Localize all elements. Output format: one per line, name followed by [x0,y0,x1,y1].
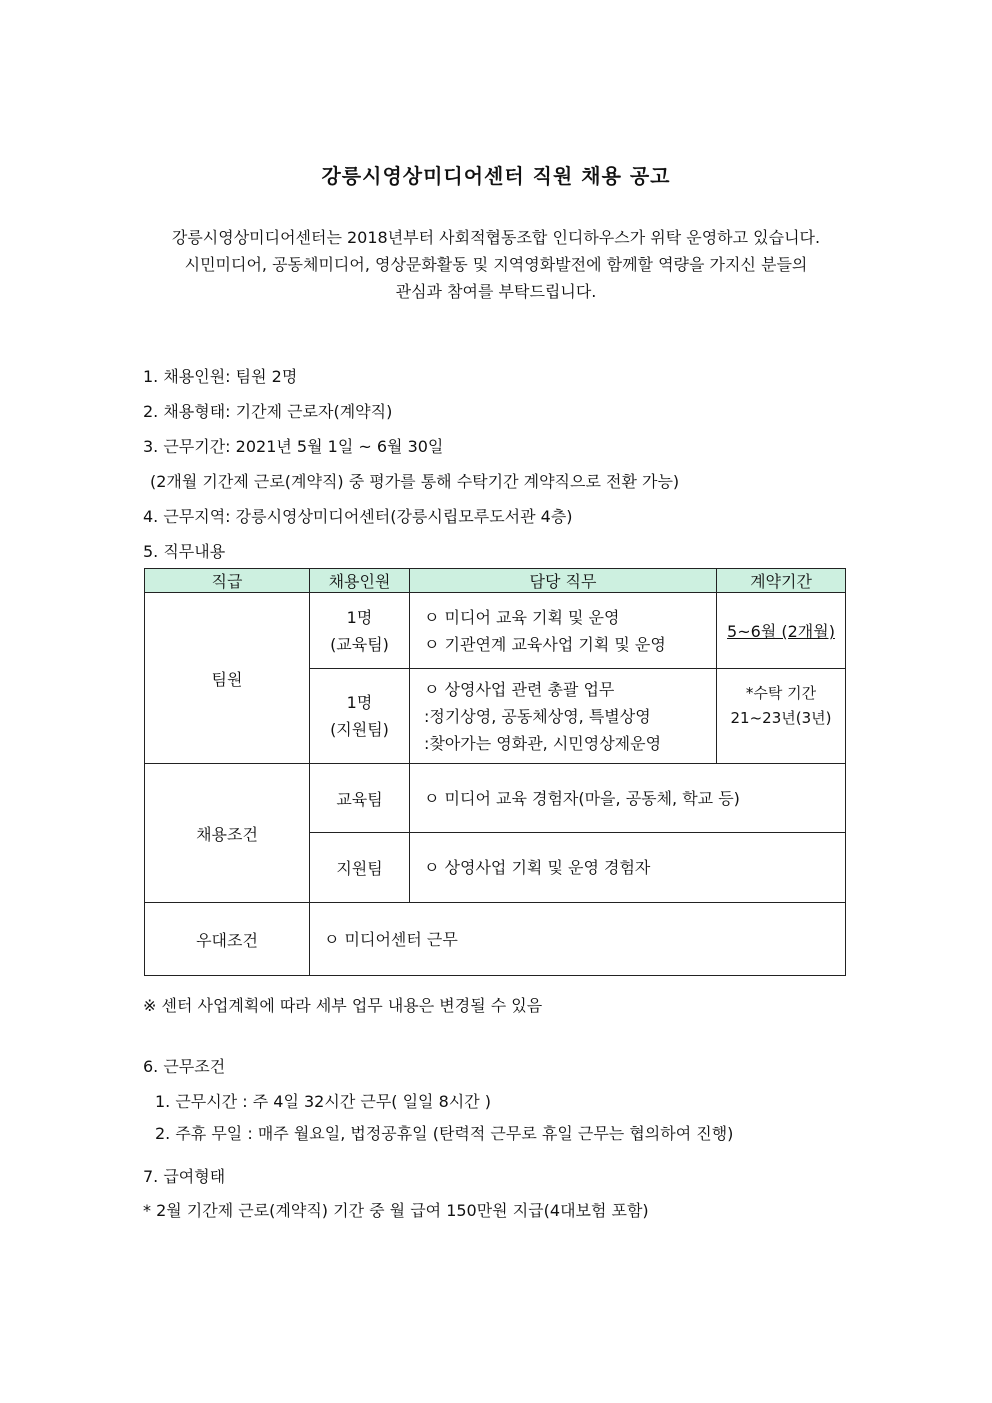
support-headcount-cell [310,669,410,764]
consign-years: 21~23년(3년) [730,709,832,727]
header-headcount: 채용인원 [310,569,410,593]
work-holidays: 2. 주휴 무일 : 매주 월요일, 법정공휴일 (탄력적 근무로 휴일 근무는 협의하여 진행) [155,1124,734,1143]
support-count: 1명 [346,693,373,712]
consign-period-cell [717,669,846,764]
header-rank: 직급 [145,569,310,593]
duty-line: :찾아가는 영화관, 시민영상제운영 [424,733,662,753]
condition-label-cell: 채용조건 [145,764,310,903]
header-contract-period: 계약기간 [717,569,846,593]
work-conditions-heading: 6. 근무조건 [143,1057,226,1076]
intro-line: 관심과 참여를 부탁드립니다. [395,282,597,301]
change-notice: ※ 센터 사업계획에 따라 세부 업무 내용은 변경될 수 있음 [143,996,543,1015]
preference-label-cell: 우대조건 [145,903,310,976]
item-headcount: 1. 채용인원: 팀원 2명 [143,367,298,386]
edu-team: (교육팀) [330,634,389,654]
preference-cell: ㅇ 미디어센터 근무 [310,903,846,976]
pay-detail: * 2월 기간제 근로(계약직) 기간 중 월 급여 150만원 지급(4대보험 포함) [143,1201,649,1220]
cond-edu-cell: ㅇ 미디어 교육 경험자(마을, 공동체, 학교 등) [410,764,846,833]
duty-line: ㅇ 미디어 교육 기획 및 운영 [424,607,620,627]
item-work-location: 4. 근무지역: 강릉시영상미디어센터(강릉시립모루도서관 4층) [143,507,573,526]
table-row [145,764,846,833]
consign-label: *수탁 기간 [745,684,817,702]
table-header-row [145,569,846,593]
table-row [145,593,846,669]
intro-line: 강릉시영상미디어센터는 2018년부터 사회적협동조합 인디하우스가 위탁 운영하고 있습니다. [171,228,821,247]
cond-edu-team-cell: 교육팀 [310,764,410,833]
cond-support-cell: ㅇ 상영사업 기획 및 운영 경험자 [410,833,846,903]
item-employment-type: 2. 채용형태: 기간제 근로자(계약직) [143,402,393,421]
intro-paragraph [120,224,872,305]
work-hours: 1. 근무시간 : 주 4일 32시간 근무( 일일 8시간 ) [155,1092,492,1111]
contract-period: 5~6월 (2개월) [727,622,835,641]
support-duties-cell [410,669,717,764]
cond-support-team-cell: 지원팀 [310,833,410,903]
item-work-period: 3. 근무기간: 2021년 5월 1일 ~ 6월 30일 [143,437,444,456]
duty-line: :정기상영, 공동체상영, 특별상영 [424,706,651,726]
item-job-description: 5. 직무내용 [143,542,226,561]
edu-headcount-cell [310,593,410,669]
edu-duties-cell [410,593,717,669]
job-table [144,568,846,976]
pay-heading: 7. 급여형태 [143,1167,226,1186]
header-duties: 담당 직무 [410,569,717,593]
contract-period-cell [717,593,846,669]
edu-count: 1명 [346,607,373,627]
rank-cell: 팀원 [145,593,310,764]
table-row [145,903,846,976]
duty-line: ㅇ 기관연계 교육사업 기획 및 운영 [424,634,666,654]
item-work-period-note: (2개월 기간제 근로(계약직) 중 평가를 통해 수탁기간 계약직으로 전환 가능) [150,472,680,491]
document-title: 강릉시영상미디어센터 직원 채용 공고 [321,164,671,188]
intro-line: 시민미디어, 공동체미디어, 영상문화활동 및 지역영화발전에 함께할 역량을 가지신 분들의 [184,255,808,274]
support-team: (지원팀) [330,720,389,739]
duty-line: ㅇ 상영사업 관련 총괄 업무 [424,679,615,699]
